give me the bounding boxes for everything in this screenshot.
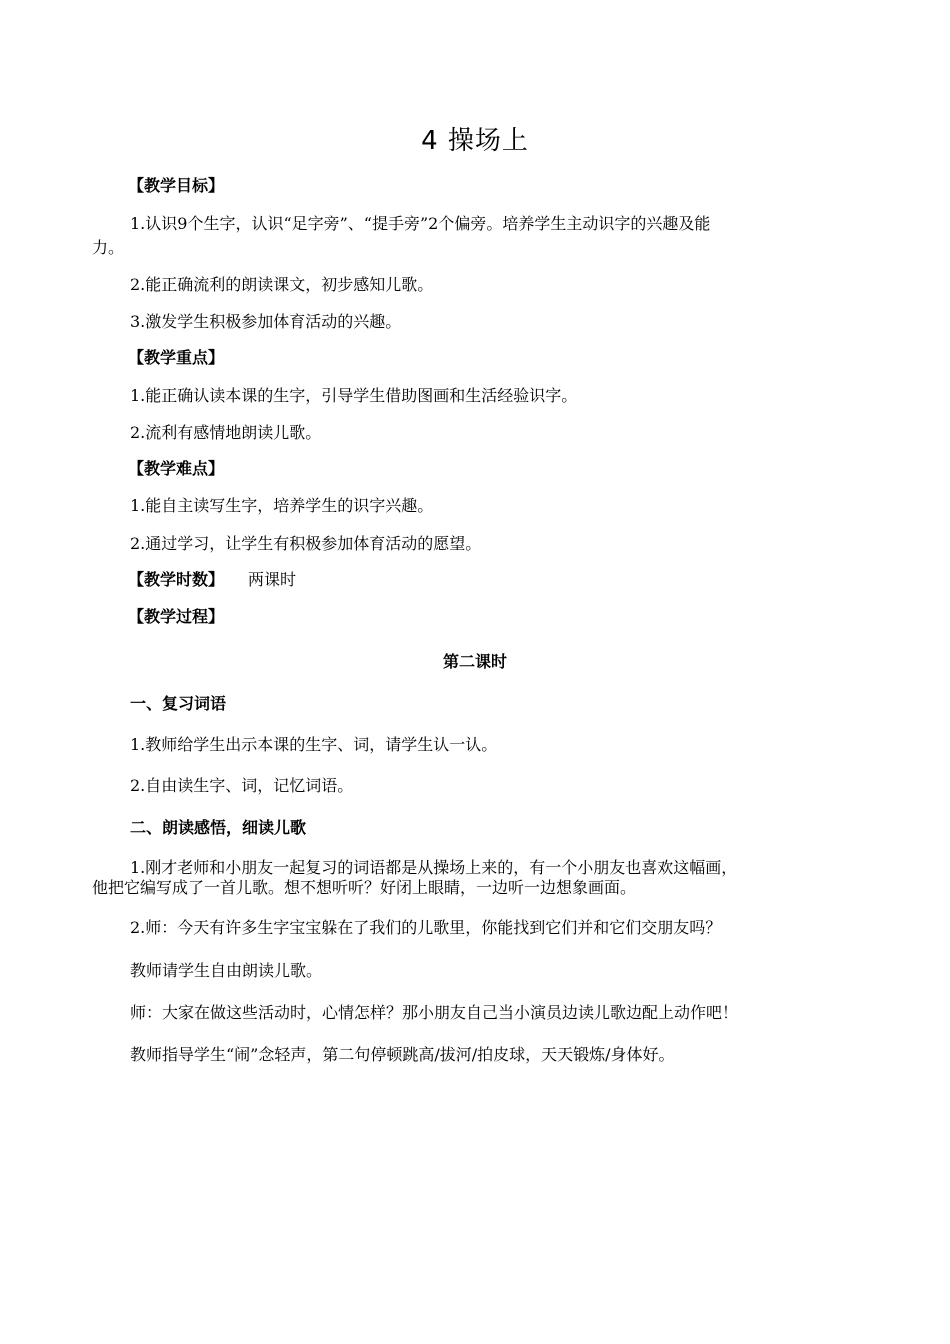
goal-item-2: 2.能正确流利的朗读课文，初步感知儿歌。 (130, 275, 434, 294)
key-heading: 【教学重点】 (128, 348, 225, 367)
difficulty-item-2: 2.通过学习，让学生有积极参加体育活动的愿望。 (130, 534, 482, 553)
part1-heading: 一、复习词语 (130, 694, 227, 713)
hours-value: 两课时 (248, 570, 297, 589)
lesson-title: 第二课时 (442, 652, 507, 671)
goal-item-1-continued: 力。 (92, 238, 125, 257)
goal-item-1: 1.认识9个生字，认识“足字旁”、“提手旁”2个偏旁。培养学生主动识字的兴趣及能 (130, 214, 711, 233)
process-heading: 【教学过程】 (128, 607, 225, 626)
part2-para-1-line-2: 他把它编写成了一首儿歌。想不想听听？好闭上眼睛，一边听一边想象画面。 (92, 878, 637, 897)
page-title: 4 操场上 (421, 126, 529, 156)
part2-para-3: 教师请学生自由朗读儿歌。 (130, 961, 323, 980)
part2-para-5: 教师指导学生“闹”念轻声，第二句停顿跳高/拔河/拍皮球，天天锻炼/身体好。 (130, 1045, 675, 1064)
part1-item-2: 2.自由读生字、词，记忆词语。 (130, 776, 354, 795)
key-item-2: 2.流利有感情地朗读儿歌。 (130, 423, 322, 442)
part1-item-1: 1.教师给学生出示本课的生字、词，请学生认一认。 (130, 735, 498, 754)
part2-heading: 二、朗读感悟，细读儿歌 (130, 818, 307, 837)
goals-heading: 【教学目标】 (128, 176, 225, 195)
hours-heading: 【教学时数】 (128, 570, 225, 589)
key-item-1: 1.能正确认读本课的生字，引导学生借助图画和生活经验识字。 (130, 386, 578, 405)
difficulty-heading: 【教学难点】 (128, 459, 225, 478)
part2-para-1-line-1: 1.刚才老师和小朋友一起复习的词语都是从操场上来的，有一个小朋友也喜欢这幅画， (130, 858, 738, 877)
part2-para-4: 师：大家在做这些活动时，心情怎样？那小朋友自己当小演员边读儿歌边配上动作吧！ (130, 1003, 739, 1022)
hours-row (128, 570, 296, 590)
part2-para-2: 2.师：今天有许多生字宝宝躲在了我们的儿歌里，你能找到它们并和它们交朋友吗？ (130, 918, 722, 937)
difficulty-item-1: 1.能自主读写生字，培养学生的识字兴趣。 (130, 496, 434, 515)
goal-item-3: 3.激发学生积极参加体育活动的兴趣。 (130, 312, 402, 331)
